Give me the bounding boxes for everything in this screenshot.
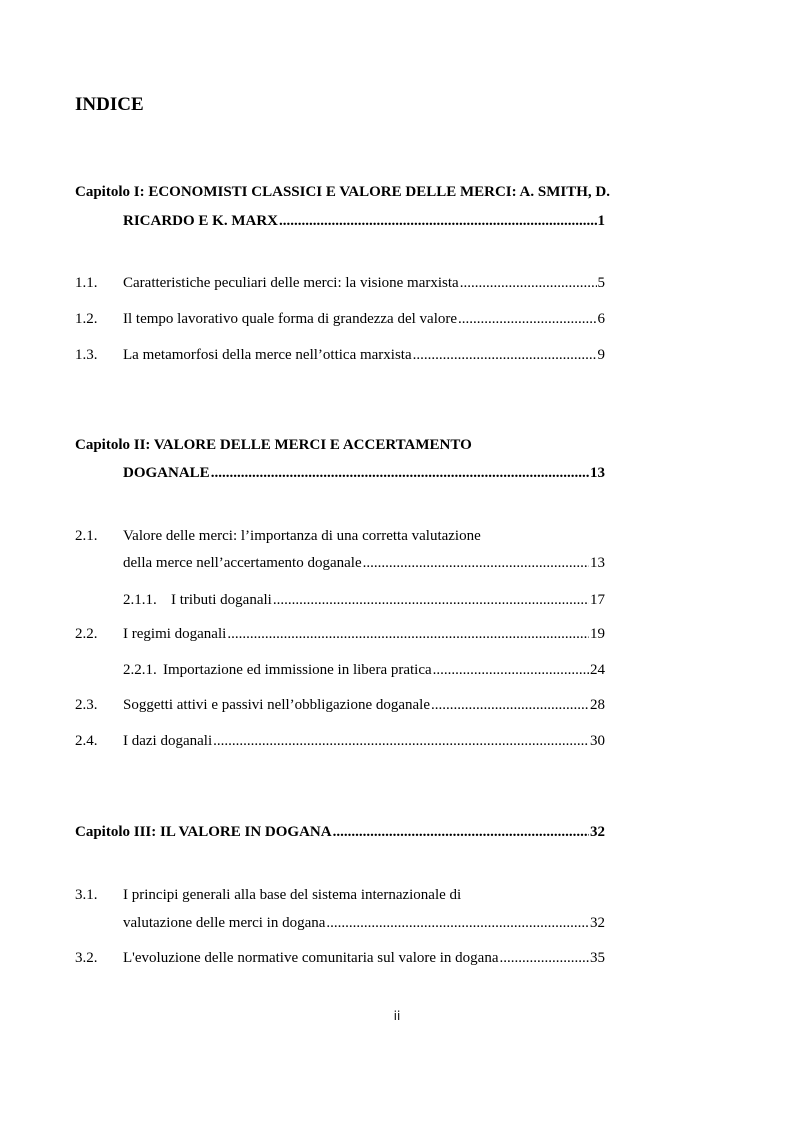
dot-leader	[413, 345, 597, 365]
toc-entry-text: Importazione ed immissione in libera pratica	[163, 662, 432, 678]
toc-entry[interactable]	[123, 273, 605, 293]
dot-leader	[273, 590, 589, 610]
toc-entry[interactable]	[123, 345, 605, 365]
chapter-2-entry[interactable]	[123, 463, 605, 483]
toc-entry-text: Il tempo lavorativo quale forma di grandezza del valore	[123, 311, 458, 327]
subsection-number: 2.2.1.	[123, 662, 157, 678]
chapter-1-page: 1	[597, 213, 605, 229]
toc-entry-text: della merce nell’accertamento doganale	[123, 555, 362, 571]
toc-entry[interactable]	[171, 590, 605, 610]
section-number: 2.2.	[75, 626, 98, 642]
toc-entry[interactable]	[123, 695, 605, 715]
section-number: 1.3.	[75, 347, 98, 363]
toc-entry-text: I tributi doganali	[171, 592, 272, 608]
section-number: 2.3.	[75, 697, 98, 713]
page-number-footer: ii	[393, 1009, 401, 1023]
dot-leader	[431, 695, 589, 715]
toc-entry-page: 5	[597, 275, 605, 291]
chapter-1-heading: Capitolo I: ECONOMISTI CLASSICI E VALORE DELLE MERCI: A. SMITH, D.	[75, 184, 610, 200]
dot-leader	[363, 553, 589, 573]
dot-leader	[433, 660, 589, 680]
toc-entry-text: I dazi doganali	[123, 733, 213, 749]
chapter-3-page: 32	[590, 824, 605, 840]
toc-entry-page: 13	[590, 555, 605, 571]
dot-leader	[227, 624, 589, 644]
toc-entry-page: 35	[590, 950, 605, 966]
toc-entry-text: La metamorfosi della merce nell’ottica marxista	[123, 347, 412, 363]
dot-leader	[213, 731, 589, 751]
toc-entry-text: valutazione delle merci in dogana	[123, 915, 326, 931]
section-number: 2.1.	[75, 528, 98, 544]
subsection-number: 2.1.1.	[123, 592, 157, 608]
toc-entry-page: 32	[590, 915, 605, 931]
page-title: INDICE	[75, 94, 144, 115]
section-number: 1.2.	[75, 311, 98, 327]
dot-leader	[211, 463, 589, 483]
toc-entry[interactable]	[163, 660, 605, 680]
dot-leader	[333, 822, 589, 842]
toc-entry-text: I regimi doganali	[123, 626, 227, 642]
toc-entry-text: Caratteristiche peculiari delle merci: la visione marxista	[123, 275, 459, 291]
toc-entry-page: 19	[590, 626, 605, 642]
section-number: 2.4.	[75, 733, 98, 749]
section-number: 3.2.	[75, 950, 98, 966]
toc-entry-text-line1: I principi generali alla base del sistema internazionale di	[123, 887, 462, 903]
chapter-2-title-cont: DOGANALE	[123, 465, 210, 481]
dot-leader	[460, 273, 597, 293]
toc-entry[interactable]	[123, 553, 605, 573]
toc-entry-text: L'evoluzione delle normative comunitaria sul valore in dogana	[123, 950, 499, 966]
chapter-2-heading: Capitolo II: VALORE DELLE MERCI E ACCERTAMENTO	[75, 437, 472, 453]
toc-entry[interactable]	[123, 913, 605, 933]
toc-entry-page: 17	[590, 592, 605, 608]
dot-leader	[279, 211, 597, 231]
toc-entry[interactable]	[123, 309, 605, 329]
chapter-3-heading: Capitolo III: IL VALORE IN DOGANA	[75, 824, 332, 840]
toc-entry[interactable]	[123, 948, 605, 968]
toc-entry-page: 28	[590, 697, 605, 713]
dot-leader	[500, 948, 590, 968]
section-number: 1.1.	[75, 275, 98, 291]
chapter-3-entry[interactable]	[75, 822, 605, 842]
chapter-1-title-cont: RICARDO E K. MARX	[123, 213, 278, 229]
toc-entry-page: 30	[590, 733, 605, 749]
chapter-2-page: 13	[590, 465, 605, 481]
dot-leader	[458, 309, 596, 329]
toc-entry[interactable]	[123, 731, 605, 751]
dot-leader	[326, 913, 589, 933]
toc-entry-page: 6	[597, 311, 605, 327]
toc-entry[interactable]	[123, 624, 605, 644]
toc-entry-text: Soggetti attivi e passivi nell’obbligazione doganale	[123, 697, 431, 713]
section-number: 3.1.	[75, 887, 98, 903]
toc-entry-text-line1: Valore delle merci: l’importanza di una corretta valutazione	[123, 528, 481, 544]
toc-entry-page: 9	[597, 347, 605, 363]
chapter-1-entry[interactable]	[123, 211, 605, 231]
toc-entry-page: 24	[590, 662, 605, 678]
